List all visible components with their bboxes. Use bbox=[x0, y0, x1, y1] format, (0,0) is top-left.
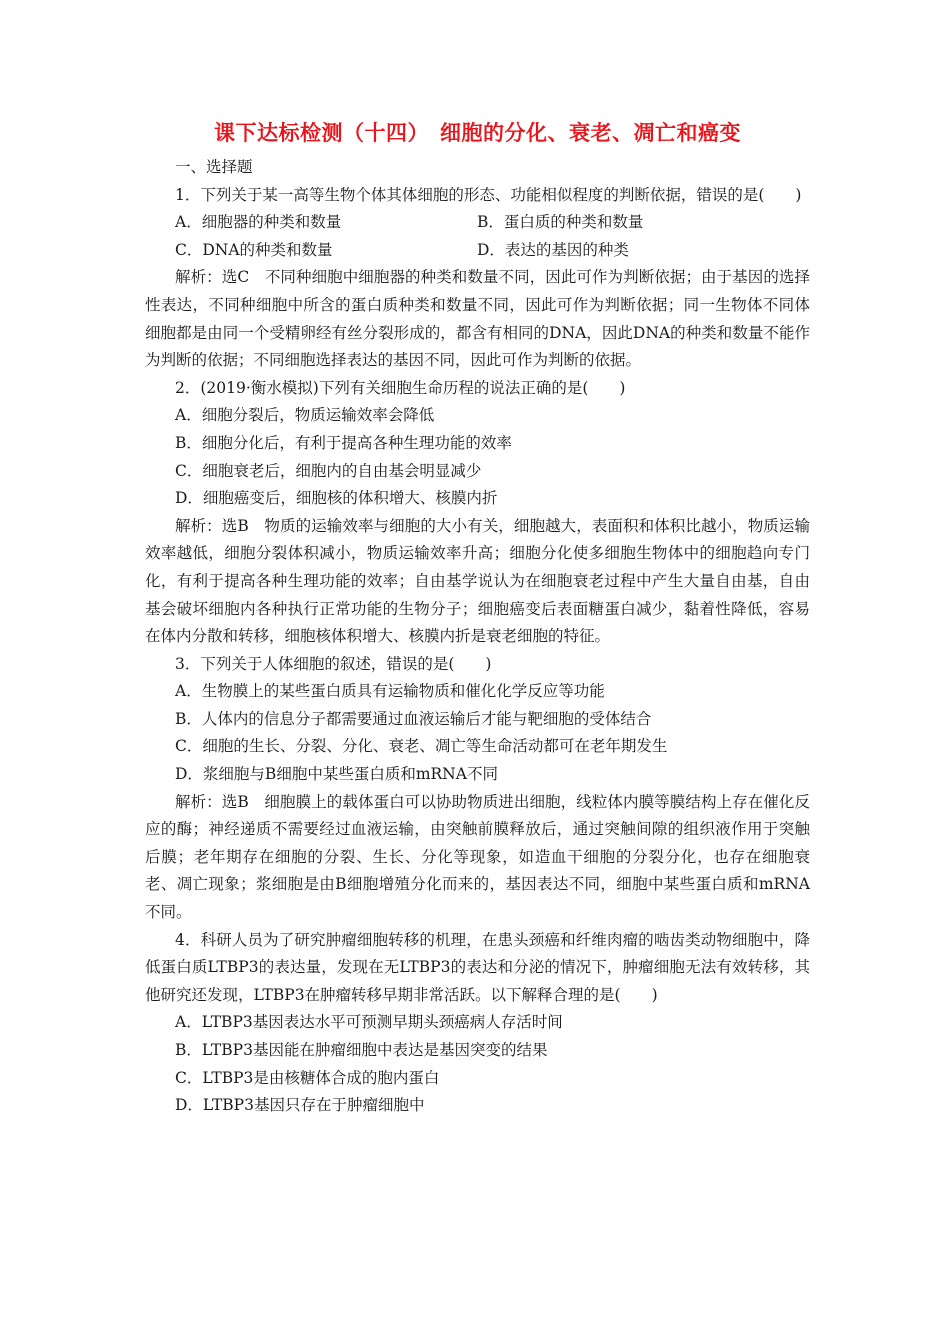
q3-option-b: B．人体内的信息分子都需要通过血液运输后才能与靶细胞的受体结合 bbox=[175, 709, 652, 728]
q1-option-b: B．蛋白质的种类和数量 bbox=[477, 213, 644, 232]
q1-options-row-1 bbox=[145, 209, 810, 237]
q3-option-a: A．生物膜上的某些蛋白质具有运输物质和催化化学反应等功能 bbox=[175, 682, 605, 701]
q2-stem: 2．(2019·衡水模拟)下列有关细胞生命历程的说法正确的是( ) bbox=[175, 378, 626, 397]
q3-analysis: 解析：选B 细胞膜上的载体蛋白可以协助物质进出细胞，线粒体内膜等膜结构上存在催化反应的酶；神经递质不需要经过血液运输，由突触前膜释放后，通过突触间隙的组织液作用于突触后膜；老年期存在细胞的分裂、生长、分化等现象，如造血干细胞的分裂分化，也存在细胞衰老、凋亡现象；浆细胞是由B细胞增殖分化而来的，基因表达不同，细胞中某些蛋白质和mRNA不同。 bbox=[145, 792, 810, 922]
q2-option-d: D．细胞癌变后，细胞核的体积增大、核膜内折 bbox=[175, 489, 498, 508]
q1-option-d: D．表达的基因的种类 bbox=[477, 240, 629, 259]
q4-stem: 4．科研人员为了研究肿瘤细胞转移的机理，在患头颈癌和纤维肉瘤的啮齿类动物细胞中，降低蛋白质LTBP3的表达量，发现在无LTBP3的表达和分泌的情况下，肿瘤细胞无法有效转移，其他研究还发现，LTBP3在肿瘤转移早期非常活跃。以下解释合理的是( ) bbox=[145, 930, 810, 1004]
page-title: 课下达标检测（十四） 细胞的分化、衰老、凋亡和癌变 bbox=[214, 120, 741, 145]
q3-option-c: C．细胞的生长、分裂、分化、衰老、凋亡等生命活动都可在老年期发生 bbox=[175, 737, 668, 756]
q1-analysis: 解析：选C 不同种细胞中细胞器的种类和数量不同，因此可作为判断依据；由于基因的选择性表达，不同种细胞中所含的蛋白质种类和数量不同，因此可作为判断依据；同一生物体不同体细胞都是由同一个受精卵经有丝分裂形成的，都含有相同的DNA，因此DNA的种类和数量不能作为判断的依据；不同细胞选择表达的基因不同，因此可作为判断的依据。 bbox=[145, 268, 810, 370]
q4-option-b: B．LTBP3基因能在肿瘤细胞中表达是基因突变的结果 bbox=[175, 1041, 548, 1059]
q1-stem: 1．下列关于某一高等生物个体其体细胞的形态、功能相似程度的判断依据，错误的是( ) bbox=[175, 185, 802, 204]
document-page bbox=[145, 118, 810, 1120]
q3-option-d: D．浆细胞与B细胞中某些蛋白质和mRNA不同 bbox=[175, 765, 498, 784]
q4-option-a: A．LTBP3基因表达水平可预测早期头颈癌病人存活时间 bbox=[175, 1013, 563, 1032]
q4-option-c: C．LTBP3是由核糖体合成的胞内蛋白 bbox=[175, 1068, 440, 1087]
q2-option-a: A．细胞分裂后，物质运输效率会降低 bbox=[175, 406, 435, 425]
q4-option-d: D．LTBP3基因只存在于肿瘤细胞中 bbox=[175, 1096, 425, 1115]
q1-option-a: A．细胞器的种类和数量 bbox=[175, 213, 342, 232]
q1-options-row-2 bbox=[145, 237, 810, 265]
q1-option-c: C．DNA的种类和数量 bbox=[175, 240, 333, 259]
q3-stem: 3．下列关于人体细胞的叙述，错误的是( ) bbox=[175, 654, 492, 673]
q2-option-b: B．细胞分化后，有利于提高各种生理功能的效率 bbox=[175, 433, 512, 452]
section-heading: 一、选择题 bbox=[175, 158, 253, 176]
q2-analysis: 解析：选B 物质的运输效率与细胞的大小有关，细胞越大，表面积和体积比越小，物质运输效率越低，细胞分裂体积减小，物质运输效率升高；细胞分化使多细胞生物体中的细胞趋向专门化，有利于提高各种生理功能的效率；自由基学说认为在细胞衰老过程中产生大量自由基，自由基会破坏细胞内各种执行正常功能的生物分子；细胞癌变后表面糖蛋白减少，黏着性降低，容易在体内分散和转移，细胞核体积增大、核膜内折是衰老细胞的特征。 bbox=[145, 516, 810, 646]
q2-option-c: C．细胞衰老后，细胞内的自由基会明显减少 bbox=[175, 461, 482, 480]
